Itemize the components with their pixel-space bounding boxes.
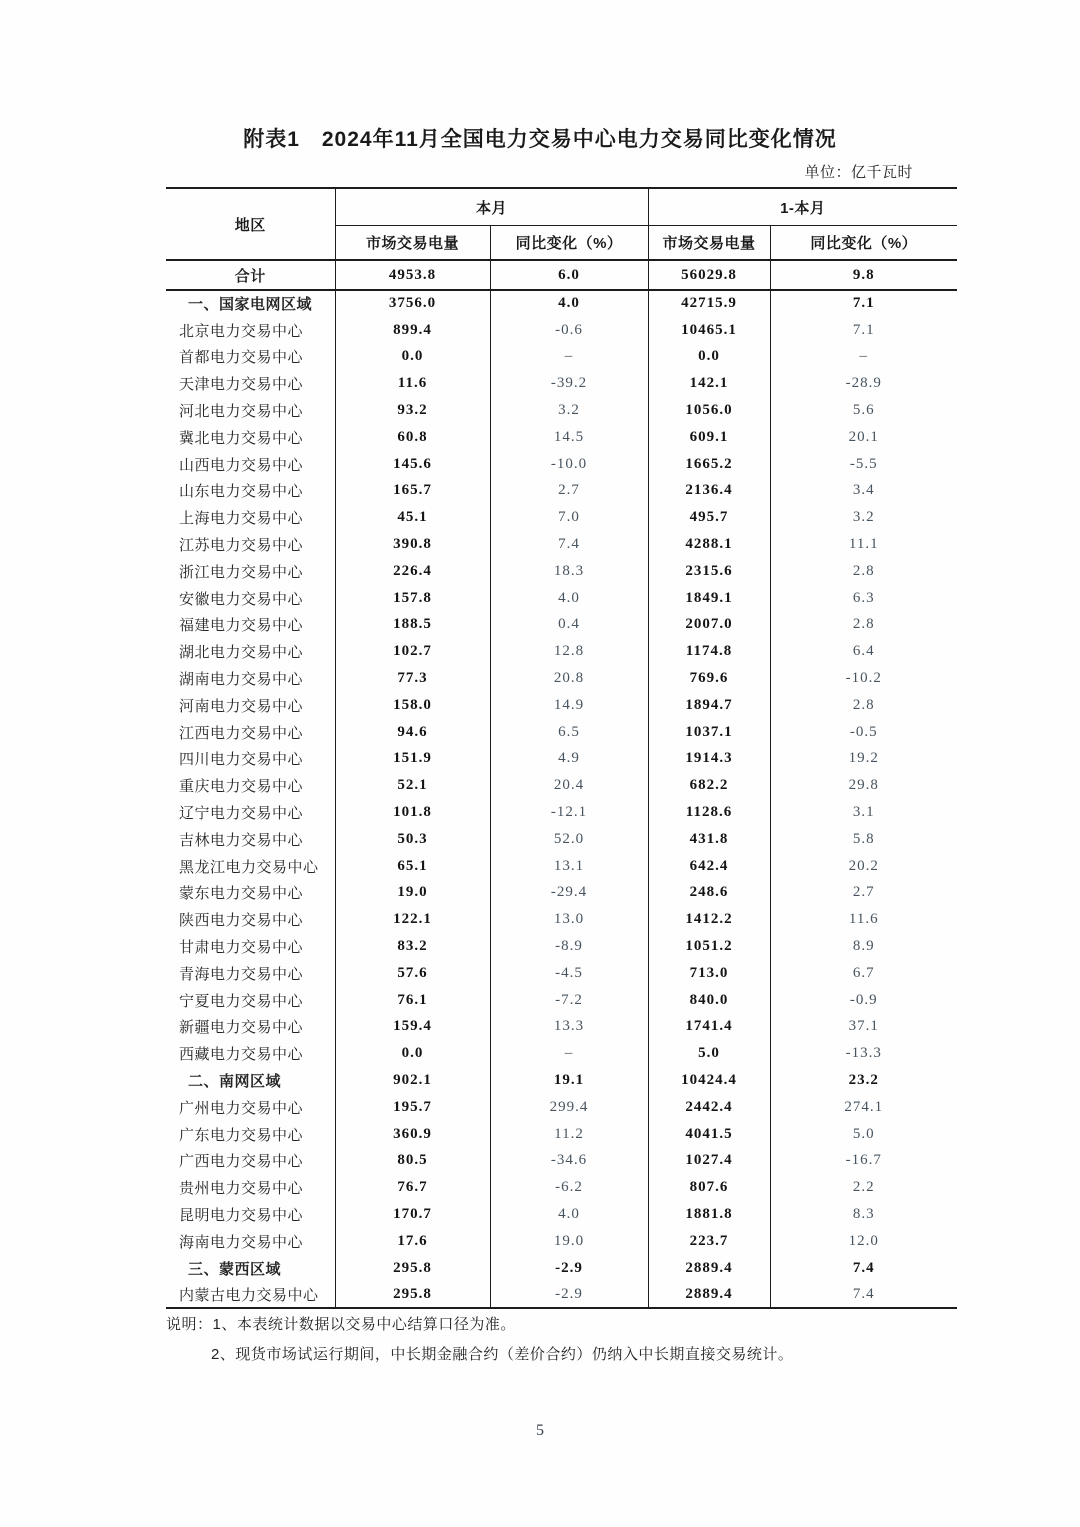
region-name: 二、南网区域 (188, 1073, 282, 1090)
month-volume-value: 226.4 (335, 558, 490, 585)
cumulative-yoy-value: 7.1 (770, 317, 957, 344)
region-name: 湖南电力交易中心 (179, 671, 304, 689)
month-yoy-value: 13.1 (490, 853, 648, 880)
table-row (166, 1281, 957, 1308)
region-name: 天津电力交易中心 (179, 376, 304, 394)
table-row (166, 826, 957, 853)
month-volume-value: 159.4 (335, 1014, 490, 1041)
cumulative-yoy-value: 20.2 (770, 853, 957, 880)
cumulative-volume-value: 1881.8 (648, 1201, 770, 1228)
month-volume-value: 165.7 (335, 478, 490, 505)
table-row (166, 451, 957, 478)
month-volume-value: 17.6 (335, 1228, 490, 1255)
month-volume-value: 899.4 (335, 317, 490, 344)
cumulative-volume-value: 713.0 (648, 960, 770, 987)
month-yoy-value: -6.2 (490, 1174, 648, 1201)
month-yoy-value: 14.5 (490, 424, 648, 451)
note-2: 2、现货市场试运行期间，中长期金融合约（差价合约）仍纳入中长期直接交易统计。 (211, 1346, 794, 1363)
month-volume-value: 157.8 (335, 585, 490, 612)
table-row (166, 1255, 957, 1282)
month-volume-value: 158.0 (335, 692, 490, 719)
cumulative-yoy-value: 37.1 (770, 1014, 957, 1041)
month-yoy-value: -34.6 (490, 1148, 648, 1175)
month-volume-value: 94.6 (335, 719, 490, 746)
month-yoy-value: -39.2 (490, 370, 648, 397)
month-volume-value: 65.1 (335, 853, 490, 880)
region-name: 重庆电力交易中心 (179, 778, 304, 796)
month-yoy-value: 6.0 (490, 260, 648, 290)
region-name: 广西电力交易中心 (179, 1153, 304, 1171)
region-name: 海南电力交易中心 (179, 1233, 304, 1251)
cumulative-volume-value: 1037.1 (648, 719, 770, 746)
page-number: 5 (536, 1422, 544, 1439)
cumulative-volume-value: 248.6 (648, 880, 770, 907)
cumulative-yoy-value: 6.3 (770, 585, 957, 612)
month-yoy-value: -0.6 (490, 317, 648, 344)
region-name: 合计 (166, 260, 335, 290)
cumulative-yoy-value: 11.1 (770, 531, 957, 558)
month-yoy-value: 4.0 (490, 1201, 648, 1228)
cumulative-volume-value: 769.6 (648, 665, 770, 692)
cumulative-yoy-value: 8.9 (770, 933, 957, 960)
table-row (166, 1094, 957, 1121)
month-volume-value: 76.7 (335, 1174, 490, 1201)
month-yoy-value: -2.9 (490, 1281, 648, 1308)
cumulative-yoy-value: 2.8 (770, 558, 957, 585)
column-header-cumulative-volume: 市场交易电量 (648, 226, 770, 261)
region-name: 昆明电力交易中心 (179, 1206, 304, 1224)
cumulative-yoy-value: -0.9 (770, 987, 957, 1014)
unit-label: 单位：亿千瓦时 (804, 164, 913, 181)
cumulative-volume-value: 10465.1 (648, 317, 770, 344)
cumulative-volume-value: 1412.2 (648, 906, 770, 933)
month-yoy-value: -8.9 (490, 933, 648, 960)
cumulative-volume-value: 431.8 (648, 826, 770, 853)
cumulative-volume-value: 223.7 (648, 1228, 770, 1255)
cumulative-volume-value: 1741.4 (648, 1014, 770, 1041)
table-row (166, 880, 957, 907)
month-volume-value: 57.6 (335, 960, 490, 987)
cumulative-yoy-value: 23.2 (770, 1067, 957, 1094)
cumulative-yoy-value: 12.0 (770, 1228, 957, 1255)
month-yoy-value: -2.9 (490, 1255, 648, 1282)
column-group-year-to-date: 1-本月 (648, 188, 957, 226)
cumulative-yoy-value: 5.6 (770, 397, 957, 424)
region-name: 西藏电力交易中心 (179, 1046, 304, 1064)
month-volume-value: 3756.0 (335, 290, 490, 317)
month-yoy-value: -12.1 (490, 799, 648, 826)
cumulative-yoy-value: 20.1 (770, 424, 957, 451)
table-row (166, 531, 957, 558)
table-row (166, 960, 957, 987)
cumulative-yoy-value: 11.6 (770, 906, 957, 933)
table-row (166, 692, 957, 719)
month-yoy-value: 7.4 (490, 531, 648, 558)
region-name: 辽宁电力交易中心 (179, 805, 304, 823)
cumulative-volume-value: 2136.4 (648, 478, 770, 505)
region-name: 黑龙江电力交易中心 (179, 858, 319, 876)
cumulative-volume-value: 2315.6 (648, 558, 770, 585)
cumulative-volume-value: 1056.0 (648, 397, 770, 424)
cumulative-volume-value: 2889.4 (648, 1255, 770, 1282)
cumulative-yoy-value: -28.9 (770, 370, 957, 397)
cumulative-yoy-value: -10.2 (770, 665, 957, 692)
table-row (166, 987, 957, 1014)
month-volume-value: 77.3 (335, 665, 490, 692)
month-volume-value: 101.8 (335, 799, 490, 826)
month-yoy-value: 19.0 (490, 1228, 648, 1255)
cumulative-yoy-value: 6.4 (770, 638, 957, 665)
column-group-current-month: 本月 (335, 188, 648, 226)
cumulative-volume-value: 609.1 (648, 424, 770, 451)
month-yoy-value: -4.5 (490, 960, 648, 987)
table-row (166, 1174, 957, 1201)
cumulative-yoy-value: 2.7 (770, 880, 957, 907)
region-name: 四川电力交易中心 (179, 751, 304, 769)
month-volume-value: 122.1 (335, 906, 490, 933)
cumulative-yoy-value: 8.3 (770, 1201, 957, 1228)
cumulative-yoy-value: -16.7 (770, 1148, 957, 1175)
cumulative-volume-value: 1128.6 (648, 799, 770, 826)
table-row (166, 799, 957, 826)
table-row (166, 478, 957, 505)
region-name: 贵州电力交易中心 (179, 1180, 304, 1198)
region-name: 青海电力交易中心 (179, 965, 304, 983)
cumulative-volume-value: 1849.1 (648, 585, 770, 612)
cumulative-volume-value: 642.4 (648, 853, 770, 880)
month-yoy-value: 3.2 (490, 397, 648, 424)
table-row (166, 558, 957, 585)
month-volume-value: 170.7 (335, 1201, 490, 1228)
table-row (166, 612, 957, 639)
month-volume-value: 295.8 (335, 1255, 490, 1282)
month-volume-value: 60.8 (335, 424, 490, 451)
cumulative-yoy-value: 3.1 (770, 799, 957, 826)
region-name: 甘肃电力交易中心 (179, 939, 304, 957)
power-trading-table (166, 187, 957, 1309)
region-name: 吉林电力交易中心 (179, 831, 304, 849)
region-name: 三、蒙西区域 (188, 1260, 282, 1278)
cumulative-volume-value: 1051.2 (648, 933, 770, 960)
region-name: 冀北电力交易中心 (179, 429, 304, 447)
page-title: 附表1 2024年11月全国电力交易中心电力交易同比变化情况 (243, 128, 837, 151)
month-volume-value: 151.9 (335, 746, 490, 773)
cumulative-volume-value: 42715.9 (648, 290, 770, 317)
month-yoy-value: 14.9 (490, 692, 648, 719)
table-row (166, 504, 957, 531)
cumulative-yoy-value: – (770, 344, 957, 371)
cumulative-volume-value: 1914.3 (648, 746, 770, 773)
region-name: 福建电力交易中心 (179, 617, 304, 635)
cumulative-volume-value: 682.2 (648, 772, 770, 799)
cumulative-yoy-value: 2.8 (770, 612, 957, 639)
month-volume-value: 390.8 (335, 531, 490, 558)
table-row (166, 1040, 957, 1067)
cumulative-volume-value: 5.0 (648, 1040, 770, 1067)
cumulative-volume-value: 1665.2 (648, 451, 770, 478)
cumulative-volume-value: 840.0 (648, 987, 770, 1014)
month-volume-value: 0.0 (335, 344, 490, 371)
month-yoy-value: 6.5 (490, 719, 648, 746)
cumulative-yoy-value: 6.7 (770, 960, 957, 987)
month-volume-value: 360.9 (335, 1121, 490, 1148)
table-row (166, 906, 957, 933)
region-name: 湖北电力交易中心 (179, 644, 304, 662)
table-row (166, 585, 957, 612)
region-name: 浙江电力交易中心 (179, 563, 304, 581)
table-row (166, 1067, 957, 1094)
month-volume-value: 195.7 (335, 1094, 490, 1121)
table-row (166, 638, 957, 665)
table-row (166, 290, 957, 317)
month-yoy-value: 13.3 (490, 1014, 648, 1041)
table-row (166, 665, 957, 692)
table-row (166, 746, 957, 773)
column-header-region: 地区 (166, 188, 335, 260)
table-row (166, 1148, 957, 1175)
column-header-cumulative-yoy: 同比变化（%） (770, 226, 957, 261)
cumulative-yoy-value: 5.0 (770, 1121, 957, 1148)
month-yoy-value: -7.2 (490, 987, 648, 1014)
cumulative-volume-value: 807.6 (648, 1174, 770, 1201)
region-name: 宁夏电力交易中心 (179, 992, 304, 1010)
cumulative-volume-value: 1027.4 (648, 1148, 770, 1175)
cumulative-yoy-value: 7.4 (770, 1255, 957, 1282)
region-name: 河北电力交易中心 (179, 403, 304, 421)
region-name: 上海电力交易中心 (179, 510, 304, 528)
region-name: 河南电力交易中心 (179, 697, 304, 715)
month-volume-value: 45.1 (335, 504, 490, 531)
month-volume-value: 76.1 (335, 987, 490, 1014)
cumulative-yoy-value: 2.2 (770, 1174, 957, 1201)
table-row (166, 1014, 957, 1041)
cumulative-yoy-value: 3.4 (770, 478, 957, 505)
cumulative-yoy-value: 7.1 (770, 290, 957, 317)
table-row (166, 397, 957, 424)
month-yoy-value: 4.9 (490, 746, 648, 773)
month-volume-value: 93.2 (335, 397, 490, 424)
region-name: 山西电力交易中心 (179, 456, 304, 474)
month-volume-value: 0.0 (335, 1040, 490, 1067)
cumulative-yoy-value: 7.4 (770, 1281, 957, 1308)
cumulative-volume-value: 4288.1 (648, 531, 770, 558)
cumulative-volume-value: 1174.8 (648, 638, 770, 665)
region-name: 内蒙古电力交易中心 (179, 1286, 319, 1304)
cumulative-yoy-value: -13.3 (770, 1040, 957, 1067)
table-row (166, 317, 957, 344)
month-yoy-value: -29.4 (490, 880, 648, 907)
cumulative-yoy-value: -5.5 (770, 451, 957, 478)
cumulative-volume-value: 2007.0 (648, 612, 770, 639)
cumulative-volume-value: 4041.5 (648, 1121, 770, 1148)
month-volume-value: 11.6 (335, 370, 490, 397)
month-yoy-value: – (490, 344, 648, 371)
month-yoy-value: 20.8 (490, 665, 648, 692)
region-name: 安徽电力交易中心 (179, 590, 304, 608)
month-yoy-value: 0.4 (490, 612, 648, 639)
table-row (166, 719, 957, 746)
month-yoy-value: -10.0 (490, 451, 648, 478)
month-yoy-value: 7.0 (490, 504, 648, 531)
month-yoy-value: – (490, 1040, 648, 1067)
column-header-month-yoy: 同比变化（%） (490, 226, 648, 261)
month-volume-value: 52.1 (335, 772, 490, 799)
cumulative-yoy-value: 29.8 (770, 772, 957, 799)
table-row (166, 1121, 957, 1148)
month-yoy-value: 11.2 (490, 1121, 648, 1148)
note-1: 说明：1、本表统计数据以交易中心结算口径为准。 (166, 1316, 516, 1333)
region-name: 陕西电力交易中心 (179, 912, 304, 930)
table-row (166, 933, 957, 960)
table-header-group-row (166, 188, 957, 226)
cumulative-yoy-value: 3.2 (770, 504, 957, 531)
cumulative-yoy-value: -0.5 (770, 719, 957, 746)
cumulative-volume-value: 142.1 (648, 370, 770, 397)
month-volume-value: 295.8 (335, 1281, 490, 1308)
cumulative-yoy-value: 19.2 (770, 746, 957, 773)
month-yoy-value: 4.0 (490, 585, 648, 612)
month-volume-value: 83.2 (335, 933, 490, 960)
table-notes (166, 1310, 957, 1370)
region-name: 广州电力交易中心 (179, 1099, 304, 1117)
cumulative-volume-value: 56029.8 (648, 260, 770, 290)
region-name: 一、国家电网区域 (188, 296, 313, 314)
region-name: 蒙东电力交易中心 (179, 885, 304, 903)
table-row (166, 260, 957, 290)
table-row (166, 424, 957, 451)
cumulative-yoy-value: 274.1 (770, 1094, 957, 1121)
month-yoy-value: 4.0 (490, 290, 648, 317)
month-yoy-value: 18.3 (490, 558, 648, 585)
cumulative-yoy-value: 2.8 (770, 692, 957, 719)
month-volume-value: 50.3 (335, 826, 490, 853)
cumulative-volume-value: 0.0 (648, 344, 770, 371)
cumulative-volume-value: 495.7 (648, 504, 770, 531)
month-volume-value: 145.6 (335, 451, 490, 478)
region-name: 广东电力交易中心 (179, 1126, 304, 1144)
table-row (166, 1228, 957, 1255)
region-name: 首都电力交易中心 (179, 349, 304, 367)
cumulative-volume-value: 1894.7 (648, 692, 770, 719)
month-volume-value: 19.0 (335, 880, 490, 907)
region-name: 江苏电力交易中心 (179, 537, 304, 555)
month-yoy-value: 52.0 (490, 826, 648, 853)
month-yoy-value: 19.1 (490, 1067, 648, 1094)
region-name: 山东电力交易中心 (179, 483, 304, 501)
region-name: 新疆电力交易中心 (179, 1019, 304, 1037)
region-name: 江西电力交易中心 (179, 724, 304, 742)
table-row (166, 772, 957, 799)
month-yoy-value: 299.4 (490, 1094, 648, 1121)
cumulative-volume-value: 2442.4 (648, 1094, 770, 1121)
month-volume-value: 80.5 (335, 1148, 490, 1175)
month-volume-value: 4953.8 (335, 260, 490, 290)
table-row (166, 853, 957, 880)
month-volume-value: 902.1 (335, 1067, 490, 1094)
table-row (166, 1201, 957, 1228)
cumulative-yoy-value: 9.8 (770, 260, 957, 290)
cumulative-yoy-value: 5.8 (770, 826, 957, 853)
cumulative-volume-value: 10424.4 (648, 1067, 770, 1094)
month-yoy-value: 12.8 (490, 638, 648, 665)
month-yoy-value: 20.4 (490, 772, 648, 799)
column-header-month-volume: 市场交易电量 (335, 226, 490, 261)
month-volume-value: 188.5 (335, 612, 490, 639)
cumulative-volume-value: 2889.4 (648, 1281, 770, 1308)
month-yoy-value: 2.7 (490, 478, 648, 505)
month-yoy-value: 13.0 (490, 906, 648, 933)
table-row (166, 344, 957, 371)
month-volume-value: 102.7 (335, 638, 490, 665)
table-row (166, 370, 957, 397)
region-name: 北京电力交易中心 (179, 322, 304, 340)
